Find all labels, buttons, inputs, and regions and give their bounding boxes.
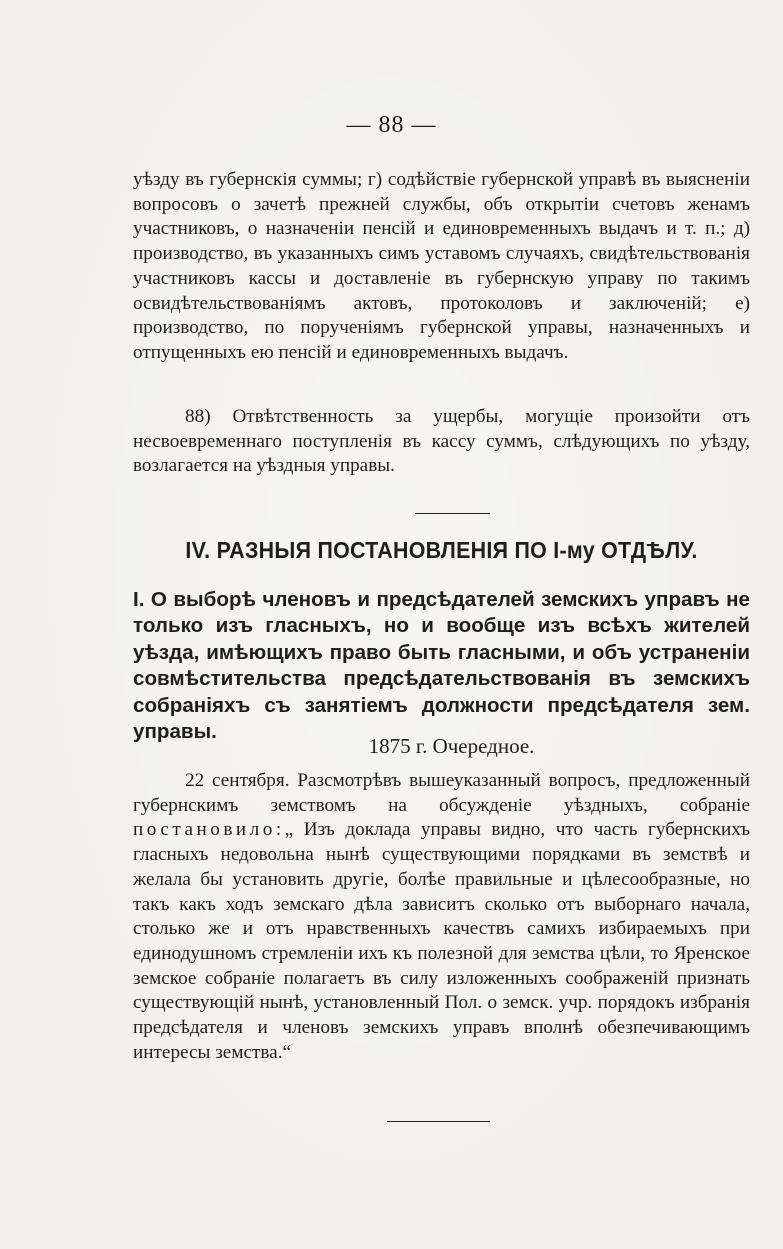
resolution-paragraph (133, 769, 750, 1065)
intro-paragraph (133, 168, 750, 366)
resolution-text (133, 769, 750, 1065)
article-88 (133, 405, 750, 479)
section-heading: IV. РАЗНЫЯ ПОСТАНОВЛЕНІЯ ПО І-му ОТДѢЛУ. (185, 537, 698, 563)
item-heading: I. О выборѣ членовъ и предсѣдателей земскихъ управъ не только изъ гласныхъ, но и вообще изъ всѣхъ жителей уѣзда, имѣющихъ право быть гласными, и объ устраненіи совмѣстительства предсѣдательствованія въ земскихъ собраніяхъ съ занятіемъ должности предсѣдателя зем. управы. (133, 588, 750, 744)
resolution-lead: 22 сентября. Разсмотрѣвъ вышеуказанный вопросъ, предложенный губернскимъ земствомъ на обсужденіе уѣздныхъ, собраніе (133, 770, 750, 816)
resolution-verb: постановило: (133, 819, 285, 841)
session-line: 1875 г. Очередное. (368, 734, 535, 758)
section-divider (415, 513, 490, 514)
article-88-text: 88) Отвѣтственность за ущербы, могущіе произойти отъ несвоевременнаго поступленія въ кассу суммъ, слѣдующихъ по уѣзду, возлагается на уѣздныя управы. (133, 406, 750, 477)
resolution-quote: „ Изъ доклада управы видно, что часть губернскихъ гласныхъ недовольна нынѣ существующими порядками въ земствѣ и желала бы установить другіе, болѣе правильные и цѣлесообразные, но такъ какъ ходъ земскаго дѣла зависитъ сколько отъ выборнаго начала, столько же и отъ нравственныхъ качествъ самихъ избираемыхъ при единодушномъ стремленіи ихъ къ полезной для земства цѣли, то Яренское земское собраніе полагаетъ въ силу изложенныхъ соображеній признать существующій нынѣ, установленный Пол. о земск. учр. порядокъ избранія предсѣдателя и членовъ земскихъ управъ вполнѣ обезпечивающимъ интересы земства.“ (133, 819, 750, 1063)
intro-paragraph-text: уѣзду въ губернскія суммы; г) содѣйствіе губернской управѣ въ выясненіи вопросовъ о зачетѣ прежней службы, объ открытіи счетовъ женамъ участниковъ, о назначеніи пенсій и единовременныхъ выдачъ и т. п.; д) производство, въ указанныхъ симъ уставомъ случаяхъ, свидѣтельствованія участниковъ кассы и доставленіе въ губернскую управу по такимъ освидѣтельствованіямъ актовъ, протоколовъ и заключеній; е) производство, по порученіямъ губернской управы, назначенныхъ и отпущенныхъ ею пенсій и единовременныхъ выдачъ. (133, 169, 750, 363)
page-number: — 88 — (346, 112, 437, 138)
end-divider (387, 1121, 490, 1122)
